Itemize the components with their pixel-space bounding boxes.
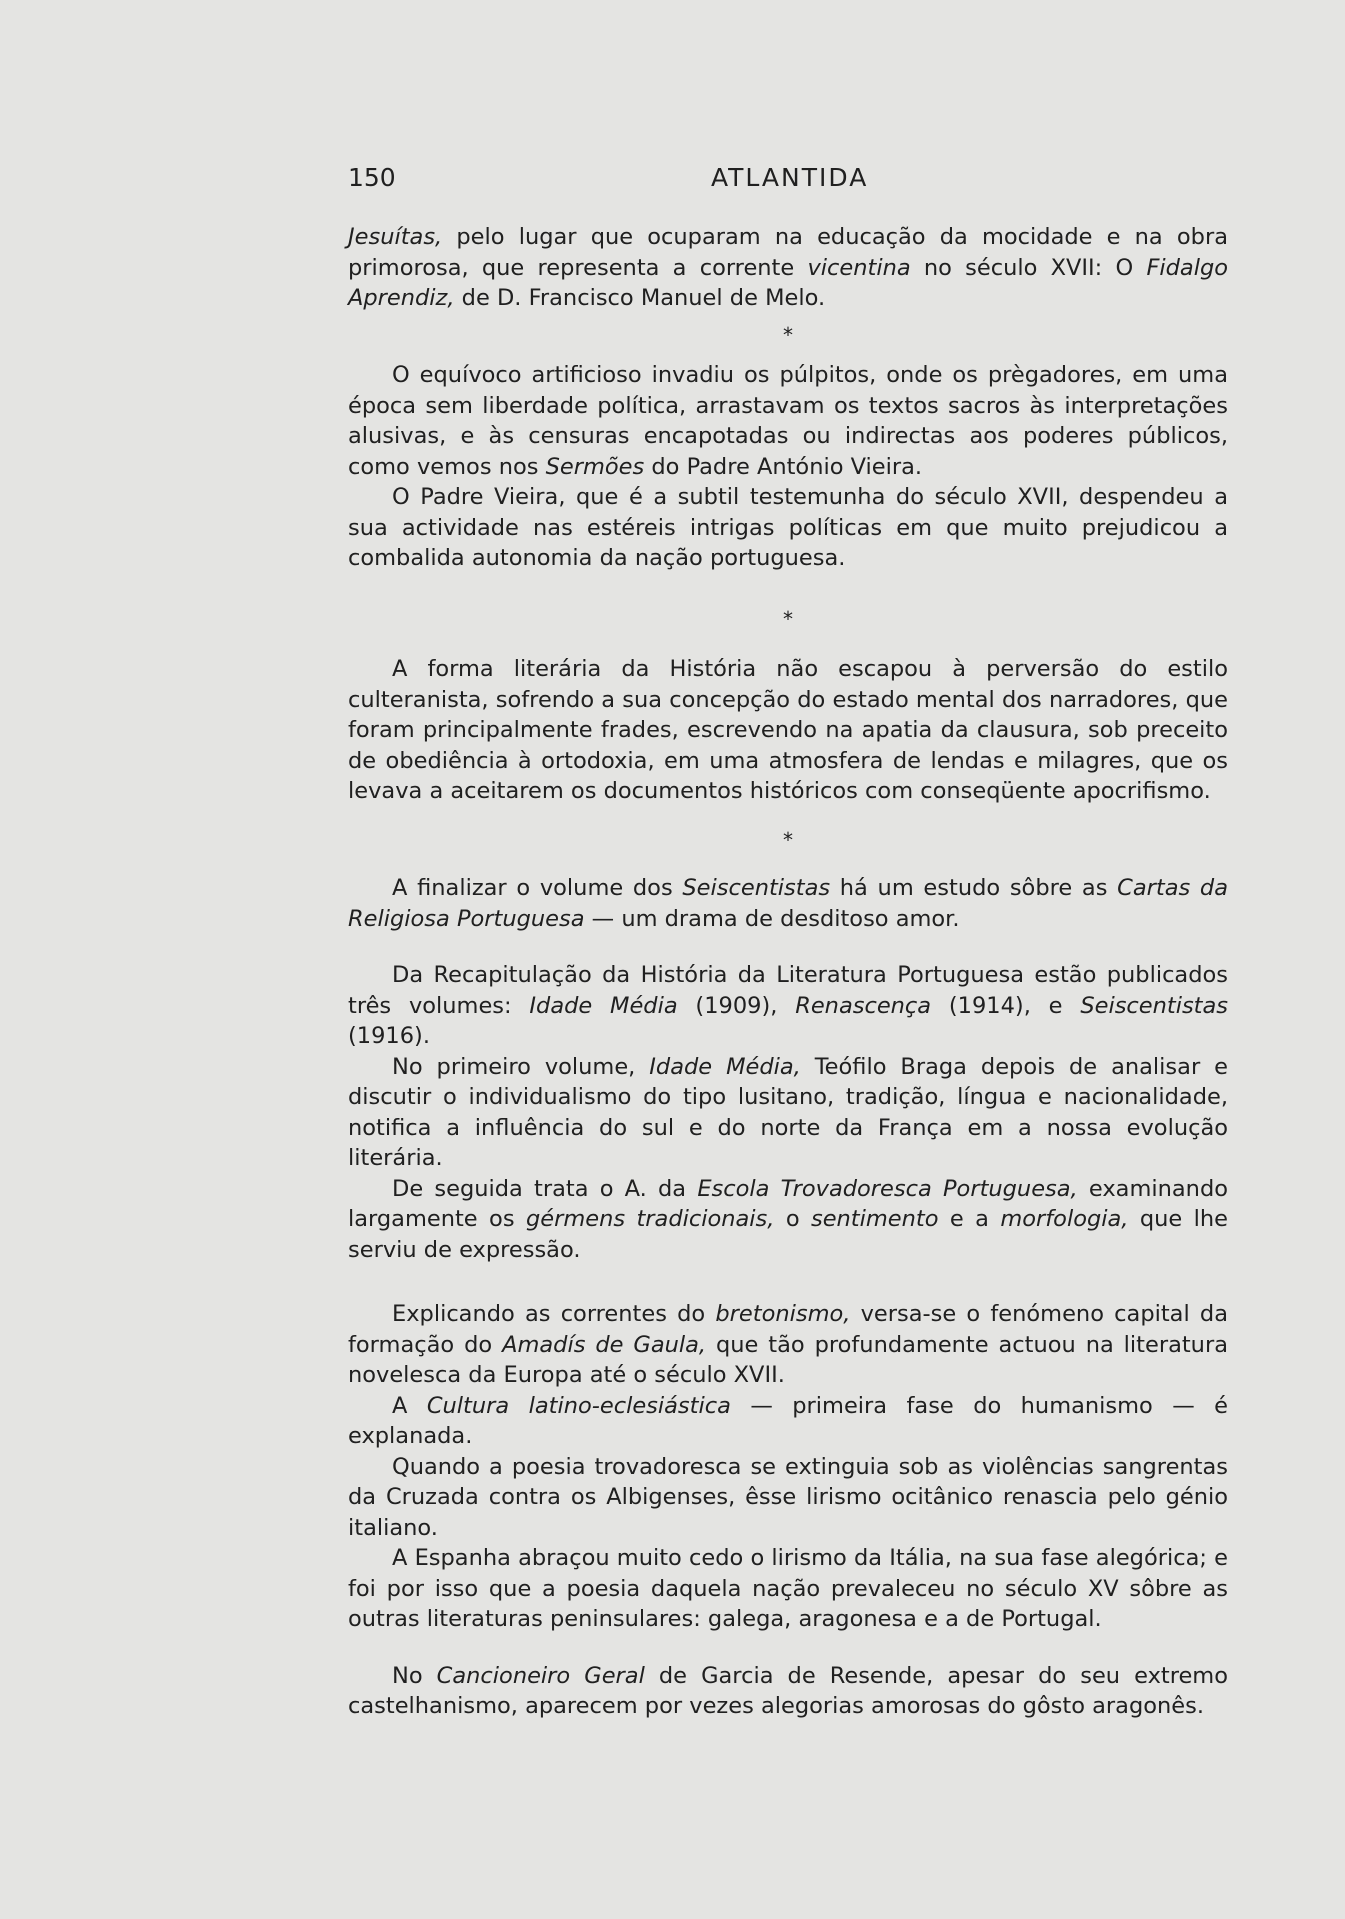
italic-title: Fidalgo Aprendiz,	[348, 254, 1228, 311]
running-title: ATLANTIDA	[711, 163, 869, 192]
text-run: De seguida trata o A. da	[392, 1175, 698, 1202]
italic-title: Seiscentistas	[1080, 992, 1229, 1019]
italic-title: Amadís de Gaula,	[502, 1331, 707, 1358]
italic-title: Sermões	[545, 453, 645, 480]
italic-term: Jesuítas,	[348, 224, 443, 250]
text-run: — um drama de desditoso amor.	[584, 905, 960, 932]
text-run: O equívoco artificioso invadiu os púlpitos, onde os prègadores, em uma época sem liberdade política, arrastavam os textos sacros às interpretações alusivas, e às censuras encapotadas ou indirectas aos poderes públicos, como vemos nos	[348, 362, 1228, 480]
body-text	[348, 222, 1228, 1722]
italic-title: Idade Média	[529, 992, 678, 1019]
text-run: versa-se o fenómeno capital da formação do	[348, 1301, 1228, 1358]
paragraph	[348, 1661, 1228, 1722]
paragraph: A Espanha abraçou muito cedo o lirismo da Itália, na sua fase alegórica; e foi por isso que a poesia daquela nação prevaleceu no século XV sôbre as outras literaturas peninsulares: galega, aragonesa e a de Portugal.	[348, 1545, 1228, 1632]
text-run: (1909),	[677, 992, 796, 1019]
italic-term: bretonismo,	[715, 1301, 851, 1327]
text-run: Explicando as correntes do	[392, 1301, 716, 1327]
text-run: há um estudo sôbre as	[830, 875, 1118, 901]
text-run: do Padre António Vieira.	[644, 453, 923, 480]
text-run: (1916).	[348, 1023, 430, 1049]
page-number: 150	[348, 163, 396, 192]
italic-title: Seiscentistas	[682, 875, 831, 901]
italic-title: Cultura latino-eclesiástica	[426, 1392, 731, 1419]
text-run: e a	[938, 1206, 1001, 1232]
text-run: — primeira fase do humanismo — é explanada.	[348, 1392, 1229, 1449]
text-run: que tão profundamente actuou na literatura novelesca da Europa até o século XVII.	[348, 1331, 1228, 1388]
italic-title: Idade Média,	[649, 1053, 801, 1080]
paragraph: A forma literária da História não escapou à perversão do estilo culteranista, sofrendo a sua concepção do estado mental dos narradores, que foram principalmente frades, escrevendo na apatia da clausura, sob preceito de obediência à ortodoxia, em uma atmosfera de lendas e milagres, que os levava a aceitarem os documentos históricos com conseqüente apocrifismo.	[348, 656, 1228, 804]
italic-term: sentimento	[810, 1206, 939, 1232]
italic-term: gérmens tradicionais,	[525, 1206, 775, 1232]
text-run: examinando largamente os	[348, 1175, 1228, 1232]
text-run: pelo lugar que ocuparam na educação da mocidade e na obra primorosa, que representa a corrente	[348, 224, 1228, 281]
section-separator: *	[783, 827, 793, 852]
page-header	[348, 163, 1228, 199]
italic-term: vicentina	[807, 254, 911, 281]
italic-term: morfologia,	[1000, 1206, 1129, 1232]
paragraph	[348, 960, 1228, 1052]
paragraph-gap	[348, 1635, 1228, 1661]
paragraph-gap	[348, 1265, 1228, 1299]
text-run: No	[392, 1662, 437, 1689]
text-run: Da Recapitulação da História da Literatura Portuguesa estão publicados três volumes:	[348, 962, 1228, 1019]
italic-title: Cartas da Religiosa Portuguesa	[348, 875, 1228, 932]
paragraph	[348, 360, 1228, 482]
paragraph	[348, 873, 1228, 934]
text-run: que lhe serviu de expressão.	[348, 1206, 1228, 1263]
text-run: A finalizar o volume dos	[392, 875, 683, 901]
text-run: (1914), e	[931, 992, 1081, 1019]
text-run: de D. Francisco Manuel de Melo.	[454, 285, 826, 311]
italic-title: Cancioneiro Geral	[436, 1662, 645, 1689]
section-separator: *	[783, 606, 793, 631]
paragraph	[348, 1174, 1228, 1266]
paragraph	[348, 222, 1228, 314]
text-run: Teófilo Braga depois de analisar e discutir o individualismo do tipo lusitano, tradição, língua e nacionalidade, notifica a influência do sul e do norte da França em a nossa evolução literária.	[348, 1053, 1228, 1171]
paragraph-gap	[348, 934, 1228, 960]
paragraph: O Padre Vieira, que é a subtil testemunha do século XVII, despendeu a sua actividade nas estéreis intrigas políticas em que muito prejudicou a combalida autonomia da nação portuguesa.	[348, 484, 1228, 571]
text-run: No primeiro volume,	[392, 1053, 650, 1080]
text-run: de Garcia de Resende, apesar do seu extremo castelhanismo, aparecem por vezes alegorias amorosas do gôsto aragonês.	[348, 1662, 1228, 1719]
section-separator: *	[783, 322, 793, 347]
text-run: A	[392, 1392, 427, 1419]
paragraph: Quando a poesia trovadoresca se extinguia sob as violências sangrentas da Cruzada contra os Albigenses, êsse lirismo ocitânico renascia pelo génio italiano.	[348, 1453, 1228, 1541]
text-run: o	[774, 1206, 811, 1232]
italic-title: Escola Trovadoresca Portuguesa,	[697, 1175, 1078, 1202]
italic-title: Renascença	[795, 992, 932, 1019]
paragraph	[348, 1299, 1228, 1391]
paragraph	[348, 1052, 1228, 1174]
paragraph	[348, 1391, 1228, 1452]
text-run: no século XVII: O	[910, 254, 1147, 281]
